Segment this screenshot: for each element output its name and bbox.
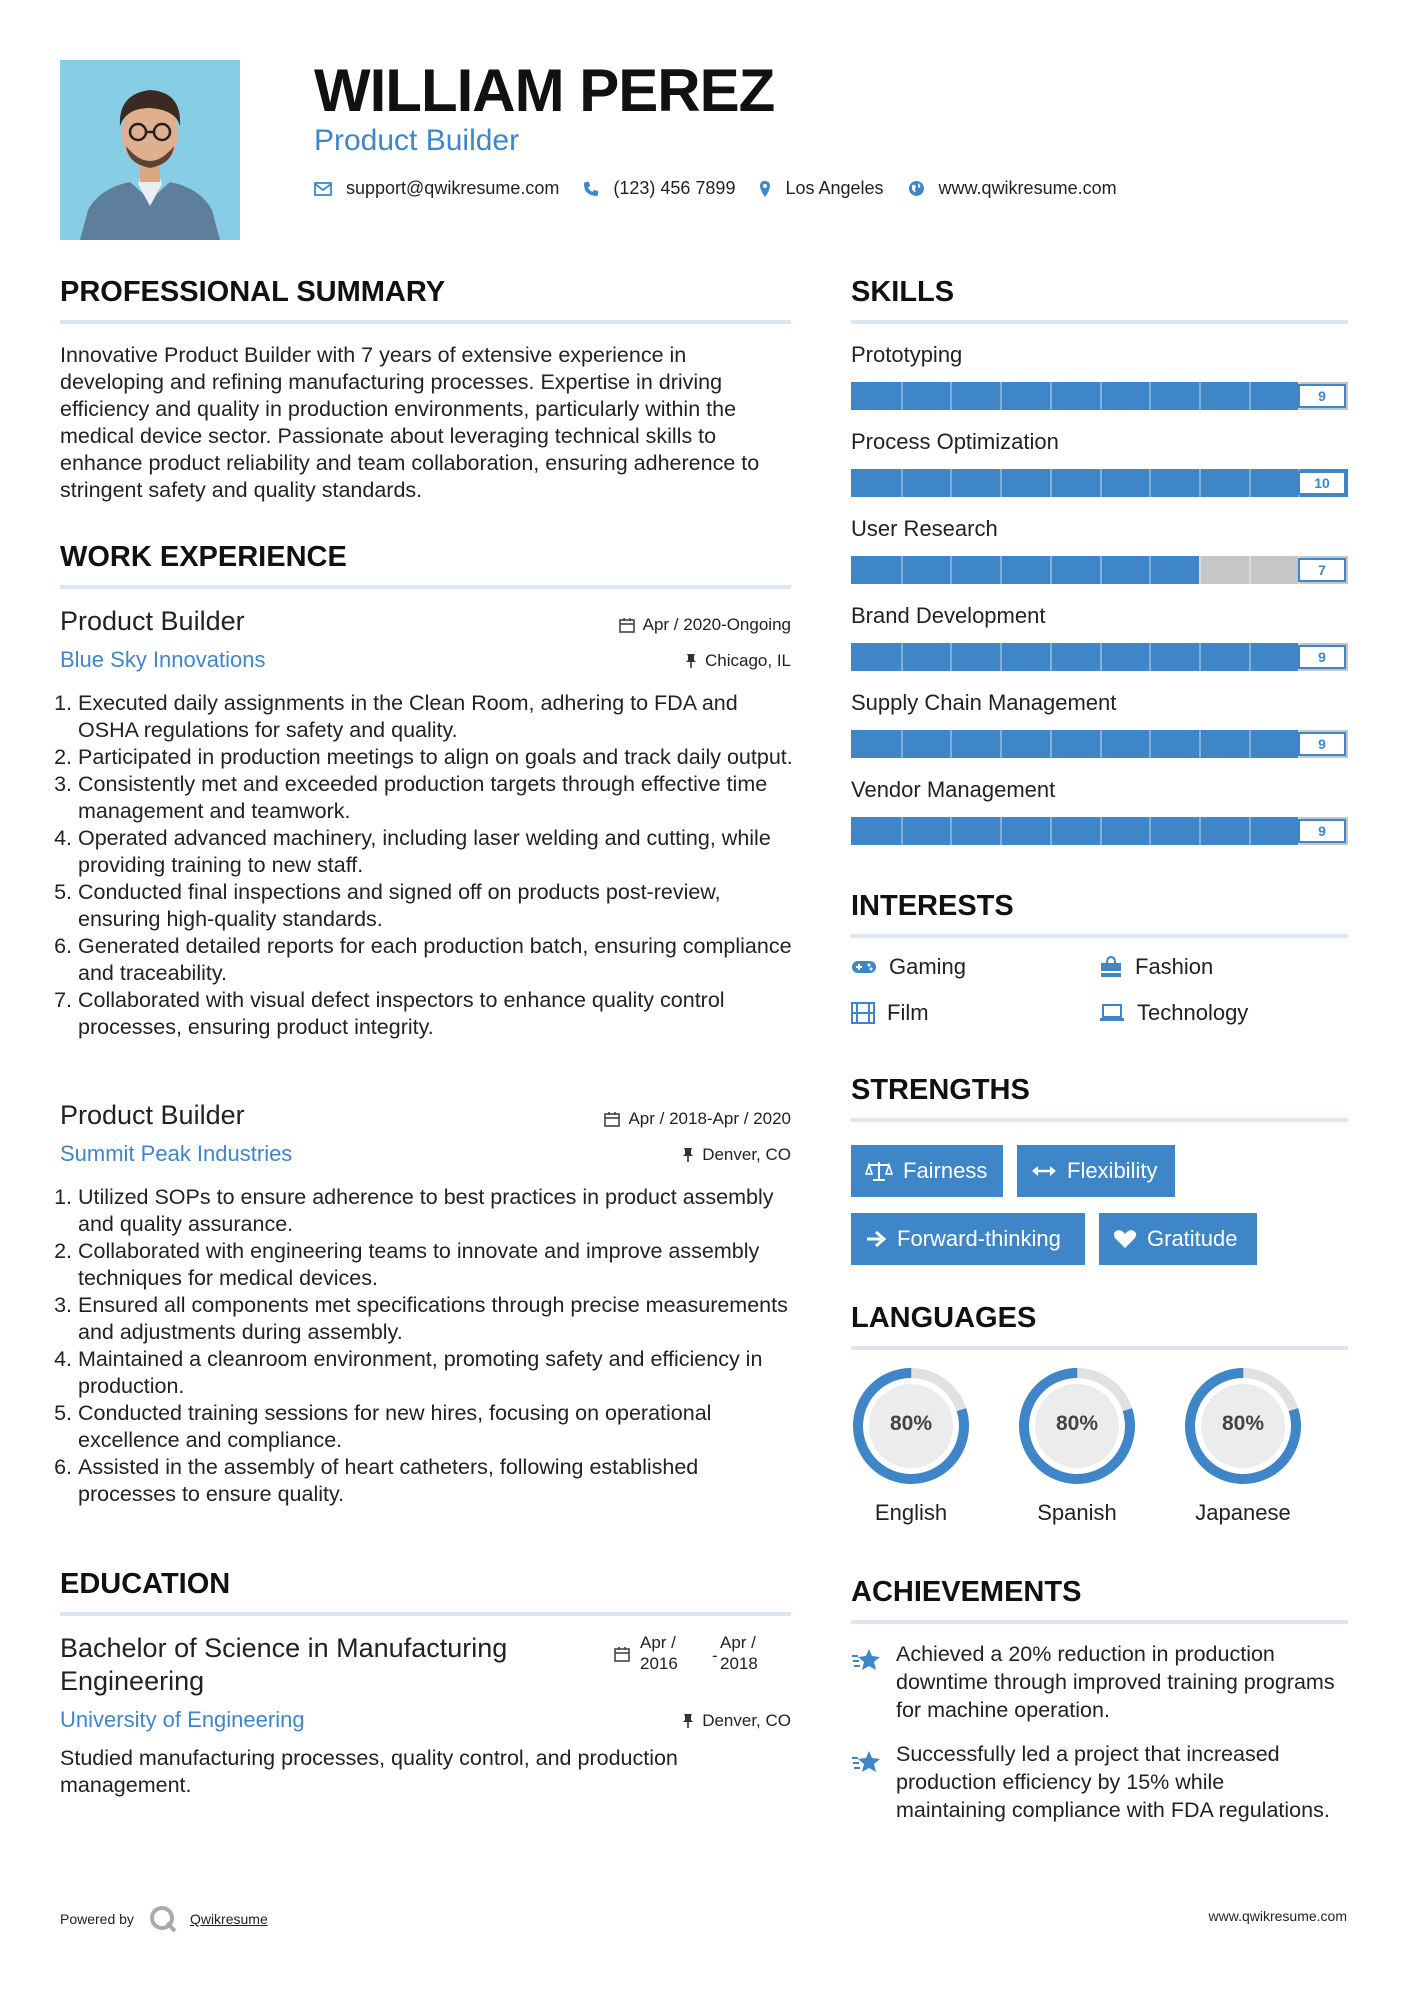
skill-bar-segment	[950, 643, 952, 671]
skill-bar-segment	[1249, 643, 1251, 671]
interests-rule	[851, 934, 1348, 938]
skill-bar-fill	[851, 817, 1298, 845]
education-date-dash: -	[712, 1646, 718, 1665]
education-rule	[60, 1612, 791, 1616]
skill-bar-fill	[851, 730, 1298, 758]
language-name: English	[874, 1500, 948, 1525]
skill-bar-segment	[1149, 556, 1151, 584]
skill-bar-segment	[950, 469, 952, 497]
skill-level: 9	[1298, 645, 1346, 669]
education-dates	[614, 1632, 794, 1676]
education-start	[640, 1632, 678, 1674]
skill-bar-segment	[901, 556, 903, 584]
skill-bar-segment	[1199, 817, 1201, 845]
duty-item: 6. Generated detailed reports for each production batch, ensuring compliance and traceability.	[78, 933, 795, 987]
achievement-item: Achieved a 20% reduction in production downtime through improved training programs for machine operation.	[896, 1642, 1335, 1722]
job-duties	[60, 690, 795, 1041]
skill-bar-segment	[1100, 817, 1102, 845]
skill-bar-segment	[901, 817, 903, 845]
film-icon	[851, 1002, 875, 1024]
skill-bar-segment	[1249, 382, 1251, 410]
job-dates	[619, 615, 791, 635]
skill-bar-segment	[1199, 469, 1201, 497]
skill-name: Vendor Management	[851, 777, 1056, 802]
skill-bar-segment	[1249, 730, 1251, 758]
duty-item: 4. Operated advanced machinery, including laser welding and cutting, while providing training to new staff.	[78, 825, 795, 879]
duty-item: 2. Participated in production meetings to align on goals and track daily output.	[78, 744, 795, 771]
education-end-year: 2018	[720, 1654, 758, 1673]
skill-bar	[851, 556, 1348, 584]
job-company: Blue Sky Innovations	[60, 647, 266, 672]
duty-item: 1. Executed daily assignments in the Clean Room, adhering to FDA and OSHA regulations for safety and quality.	[78, 690, 795, 744]
skill-level: 7	[1298, 558, 1346, 582]
education-end	[720, 1632, 758, 1674]
language-ring	[1015, 1364, 1139, 1488]
skill-bar-segment	[1000, 643, 1002, 671]
skill-bar-segment	[1149, 730, 1151, 758]
skill-level: 9	[1298, 732, 1346, 756]
calendar-icon	[604, 1111, 620, 1127]
qwikresume-link[interactable]: Qwikresume	[189, 1911, 268, 1927]
duty-item: 1. Utilized SOPs to ensure adherence to best practices in product assembly and quality assurance.	[78, 1184, 795, 1238]
language-ring	[849, 1364, 973, 1488]
job-company: Summit Peak Industries	[60, 1141, 293, 1166]
languages-heading: LANGUAGES	[851, 1302, 1037, 1334]
experience-rule	[60, 585, 791, 589]
skills-heading: SKILLS	[851, 276, 955, 308]
calendar-icon	[619, 617, 635, 633]
skill-bar-segment	[1100, 469, 1102, 497]
language-percent: 80%	[889, 1412, 933, 1435]
skill-name: Prototyping	[851, 342, 963, 367]
experience-heading: WORK EXPERIENCE	[60, 541, 347, 573]
skill-bar-segment	[901, 382, 903, 410]
language-ring	[1181, 1364, 1305, 1488]
duty-item: 3. Ensured all components met specifications through precise measurements and adjustments during assembly.	[78, 1292, 795, 1346]
laptop-icon	[1099, 1003, 1125, 1023]
interest-film	[851, 1000, 929, 1026]
skill-bar-segment	[1000, 556, 1002, 584]
pushpin-icon	[682, 1713, 694, 1729]
footer-url[interactable]: www.qwikresume.com	[1208, 1908, 1347, 1924]
skill-name: Process Optimization	[851, 429, 1059, 454]
balance-scale-icon	[865, 1160, 893, 1182]
job-location-text: Chicago, IL	[705, 651, 791, 670]
strength-label: Fairness	[903, 1158, 988, 1183]
job-location	[682, 1145, 791, 1165]
skill-bar-segment	[1000, 817, 1002, 845]
skills-rule	[851, 320, 1348, 324]
degree-title: Bachelor of Science in Manufacturing Engineering	[60, 1633, 508, 1696]
language-name: Japanese	[1195, 1500, 1291, 1525]
duty-item: 3. Consistently met and exceeded production targets through effective time management and teamwork.	[78, 771, 795, 825]
skill-bar-segment	[1050, 817, 1052, 845]
language-percent: 80%	[1221, 1412, 1265, 1435]
skill-name: Supply Chain Management	[851, 690, 1117, 715]
interest-technology	[1099, 1000, 1248, 1026]
skill-bar-segment	[1050, 469, 1052, 497]
strength-label: Gratitude	[1147, 1226, 1238, 1251]
skill-bar-segment	[1050, 730, 1052, 758]
globe-icon	[908, 180, 925, 197]
job-dates	[604, 1109, 791, 1129]
language-name: Spanish	[1037, 1500, 1117, 1525]
phone-icon	[583, 181, 599, 197]
strengths-heading: STRENGTHS	[851, 1074, 1030, 1106]
skill-bar-segment	[901, 643, 903, 671]
strength-forward-thinking	[851, 1213, 1085, 1265]
pushpin-icon	[682, 1147, 694, 1163]
languages-rule	[851, 1346, 1348, 1350]
duty-item: 7. Collaborated with visual defect inspectors to enhance quality control processes, ensuring product integrity.	[78, 987, 795, 1041]
skill-bar-segment	[1100, 730, 1102, 758]
interest-label: Gaming	[889, 954, 967, 979]
duty-item: 5. Conducted final inspections and signed off on products post-review, ensuring high-quality standards.	[78, 879, 795, 933]
interests-heading: INTERESTS	[851, 890, 1014, 922]
skill-level: 9	[1298, 384, 1346, 408]
job-title: Product Builder	[60, 606, 245, 636]
job-location	[685, 651, 791, 671]
skill-level: 10	[1298, 471, 1346, 495]
skill-bar-segment	[950, 556, 952, 584]
envelope-icon	[314, 182, 332, 196]
job-dates-text: Apr / 2020-Ongoing	[642, 615, 791, 634]
education-location	[682, 1711, 791, 1731]
strength-label: Flexibility	[1067, 1158, 1158, 1183]
gamepad-icon	[851, 959, 877, 975]
job-location-text: Denver, CO	[702, 1145, 791, 1164]
skill-bar-fill	[851, 643, 1298, 671]
skill-bar-segment	[1149, 817, 1151, 845]
skill-bar-segment	[950, 730, 952, 758]
skill-bar-segment	[1100, 382, 1102, 410]
skill-bar-fill	[851, 382, 1298, 410]
profile-photo	[60, 60, 240, 240]
skill-bar-segment	[950, 382, 952, 410]
achievement-item: Successfully led a project that increased production efficiency by 15% while maintaining compliance with FDA regulations.	[896, 1742, 1330, 1822]
skill-bar-segment	[950, 817, 952, 845]
interest-label: Technology	[1137, 1000, 1249, 1025]
award-star-icon	[851, 1646, 883, 1679]
skill-name: Brand Development	[851, 603, 1046, 628]
candidate-role: Product Builder	[314, 124, 520, 157]
duty-item: 6. Assisted in the assembly of heart catheters, following established processes to ensure quality.	[78, 1454, 795, 1508]
skill-bar-segment	[1199, 730, 1201, 758]
job-duties	[60, 1184, 795, 1508]
school-name: University of Engineering	[60, 1707, 305, 1732]
horizontal-arrows-icon	[1031, 1164, 1057, 1178]
achievements-heading: ACHIEVEMENTS	[851, 1576, 1082, 1608]
education-start-year: 2016	[640, 1654, 678, 1673]
strength-fairness	[851, 1145, 1003, 1197]
language-percent: 80%	[1055, 1412, 1099, 1435]
interest-label: Fashion	[1135, 954, 1214, 979]
shopping-bag-icon	[1099, 955, 1123, 979]
job-dates-text: Apr / 2018-Apr / 2020	[628, 1109, 791, 1128]
strength-flexibility	[1017, 1145, 1175, 1197]
skill-bar-segment	[1000, 730, 1002, 758]
skill-bar-fill	[851, 556, 1199, 584]
skill-bar	[851, 817, 1348, 845]
education-start-month: Apr /	[640, 1633, 676, 1652]
skill-bar	[851, 469, 1348, 497]
strength-gratitude	[1099, 1213, 1257, 1265]
education-location-text: Denver, CO	[702, 1711, 791, 1730]
job-title: Product Builder	[60, 1100, 245, 1130]
skill-bar-segment	[1249, 817, 1251, 845]
skill-bar-segment	[1050, 556, 1052, 584]
strength-label: Forward-thinking	[897, 1226, 1061, 1251]
award-star-icon	[851, 1748, 883, 1781]
skill-name: User Research	[851, 516, 998, 541]
skill-bar-segment	[1100, 643, 1102, 671]
summary-text: Innovative Product Builder with 7 years of extensive experience in developing and refining manufacturing processes. Expertise in driving efficiency and quality in production environments, particularly within the medical device sector. Passionate about leveraging technical skills to enhance product reliability and team collaboration, ensuring adherence to stringent safety and quality standards.	[60, 343, 760, 502]
education-heading: EDUCATION	[60, 1568, 231, 1600]
arrow-right-icon	[865, 1230, 887, 1248]
contact-phone[interactable]: (123) 456 7899	[613, 178, 736, 198]
map-pin-icon	[759, 180, 771, 198]
contact-email[interactable]: support@qwikresume.com	[346, 178, 560, 198]
skill-bar-segment	[1000, 469, 1002, 497]
summary-rule	[60, 320, 791, 324]
duty-item: 5. Conducted training sessions for new hires, focusing on operational excellence and compliance.	[78, 1400, 795, 1454]
calendar-icon	[614, 1646, 630, 1662]
qwikresume-logo-icon	[148, 1904, 178, 1934]
heart-icon	[1113, 1229, 1137, 1249]
skill-bar-segment	[901, 730, 903, 758]
contact-location: Los Angeles	[785, 178, 884, 198]
skill-bar-segment	[1199, 643, 1201, 671]
skill-bar	[851, 382, 1348, 410]
contact-website[interactable]: www.qwikresume.com	[938, 178, 1117, 198]
skill-bar	[851, 730, 1348, 758]
skill-bar-segment	[1199, 382, 1201, 410]
skill-bar-segment	[1199, 556, 1201, 584]
footer-branding	[60, 1904, 268, 1934]
skill-bar	[851, 643, 1348, 671]
skill-bar-segment	[1050, 382, 1052, 410]
contact-bar	[314, 178, 1141, 199]
education-end-month: Apr /	[720, 1633, 756, 1652]
interest-fashion	[1099, 954, 1213, 980]
skill-level: 9	[1298, 819, 1346, 843]
summary-heading: PROFESSIONAL SUMMARY	[60, 276, 446, 308]
skill-bar-segment	[1149, 469, 1151, 497]
skill-bar-segment	[901, 469, 903, 497]
skill-bar-segment	[1249, 556, 1251, 584]
candidate-name: WILLIAM PEREZ	[314, 57, 775, 124]
skill-bar-segment	[1149, 382, 1151, 410]
education-description: Studied manufacturing processes, quality control, and production management.	[60, 1746, 678, 1797]
interest-gaming	[851, 954, 966, 980]
pushpin-icon	[685, 653, 697, 669]
skill-bar-segment	[1100, 556, 1102, 584]
duty-item: 2. Collaborated with engineering teams to innovate and improve assembly techniques for medical devices.	[78, 1238, 795, 1292]
strengths-rule	[851, 1118, 1348, 1122]
achievements-rule	[851, 1620, 1348, 1624]
skill-bar-segment	[1149, 643, 1151, 671]
skill-bar-segment	[1000, 382, 1002, 410]
skill-bar-segment	[1050, 643, 1052, 671]
skill-bar-segment	[1249, 469, 1251, 497]
interest-label: Film	[887, 1000, 929, 1025]
duty-item: 4. Maintained a cleanroom environment, promoting safety and efficiency in production.	[78, 1346, 795, 1400]
powered-by-label: Powered by	[60, 1911, 134, 1927]
